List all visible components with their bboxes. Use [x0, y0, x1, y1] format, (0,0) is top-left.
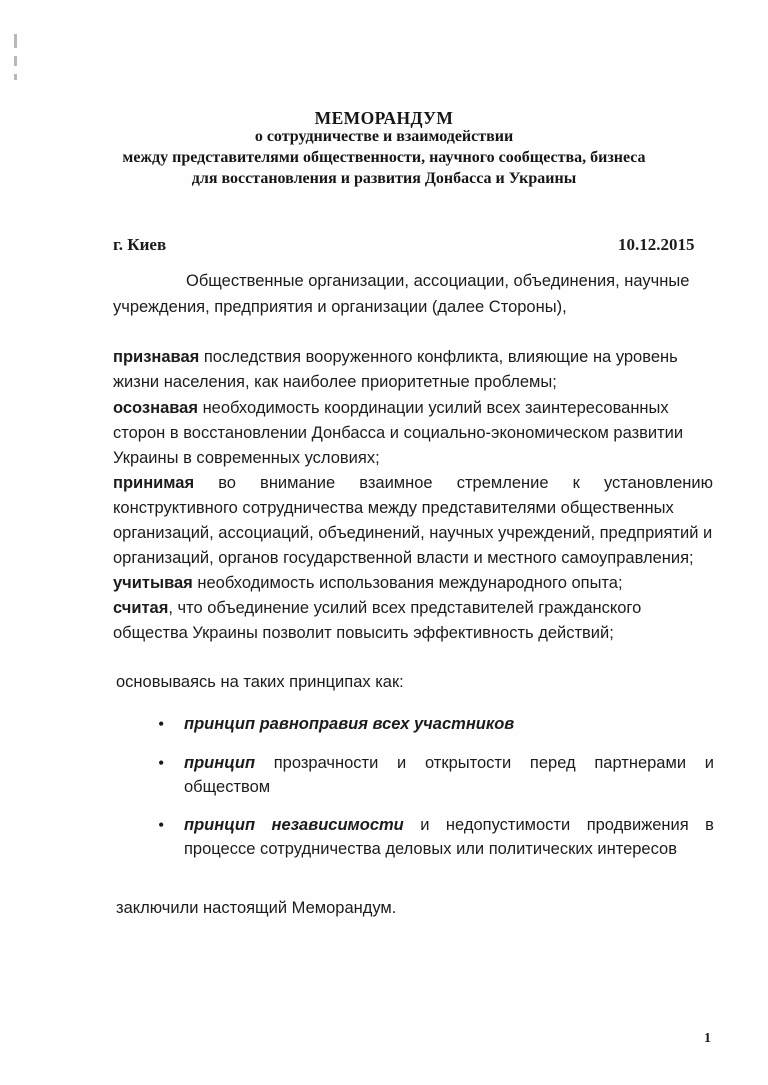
word: продвижения — [586, 816, 689, 834]
clause-text-line: организаций, органов государственной власти и местного самоуправления; — [113, 549, 694, 567]
conclusion: заключили настоящий Меморандум. — [116, 899, 397, 917]
clause-text-line: организаций, ассоциаций, объединений, научных учреждений, предприятий и — [113, 524, 713, 542]
bullet-icon: • — [158, 753, 165, 773]
word: недопустимости — [445, 816, 571, 834]
word: открытости — [424, 754, 512, 772]
clause-text: необходимость координации усилий всех заинтересованных — [197, 399, 669, 417]
word: партнерами — [594, 754, 687, 772]
word: и — [397, 754, 407, 772]
date-label: 10.12.2015 — [618, 235, 695, 254]
clause-text: , что объединение усилий всех представителей гражданского — [168, 599, 642, 617]
principle-item — [184, 813, 714, 861]
clause-text: последствия вооруженного конфликта, влияющие на уровень — [199, 348, 678, 366]
word: в — [705, 816, 714, 834]
clause-text-line: сторон в восстановлении Донбасса и социально-экономическом развитии — [113, 424, 684, 442]
clause-considering — [113, 571, 623, 595]
scan-artifact — [14, 56, 17, 66]
intro-line-2: учреждения, предприятия и организации (далее Стороны), — [113, 298, 567, 316]
principle-item — [184, 751, 714, 799]
clause-text: необходимость использования международного опыта; — [192, 574, 623, 592]
document-subtitle-line-2: между представителями общественности, научного сообщества, бизнеса — [122, 149, 646, 166]
bullet-icon: • — [158, 815, 165, 835]
clause-believing — [113, 596, 641, 620]
intro-text: Общественные организации, ассоциации, объединения, научные — [186, 272, 690, 290]
clause-text-line: общества Украины позволит повысить эффективность действий; — [113, 624, 614, 642]
clause-keyword: принимая — [113, 474, 195, 492]
clause-realizing — [113, 396, 669, 420]
clause-keyword: осознавая — [113, 399, 198, 417]
scan-artifact — [14, 34, 17, 48]
word: установлению — [603, 474, 713, 492]
word: и — [420, 816, 430, 834]
principles-intro: основываясь на таких принципах как: — [116, 673, 404, 691]
principle-item — [184, 712, 714, 736]
word: во — [218, 474, 236, 492]
word: и — [704, 754, 714, 772]
principle-text: принцип равноправия всех участников — [184, 715, 515, 733]
clause-recognizing — [113, 345, 678, 369]
clause-text-line: жизни населения, как наиболее приоритетные проблемы; — [113, 373, 557, 391]
document-subtitle-line-1: о сотрудничестве и взаимодействии — [254, 128, 514, 145]
principle-line-2: обществом — [184, 778, 271, 796]
word: взаимное — [359, 474, 433, 492]
scan-artifact — [14, 74, 17, 80]
place-label: г. Киев — [113, 235, 167, 254]
document-subtitle-line-3: для восстановления и развития Донбасса и Украины — [191, 170, 577, 187]
word: перед — [529, 754, 576, 772]
clause-text-line: конструктивного сотрудничества между представителями общественных — [113, 499, 674, 517]
clause-keyword: учитывая — [113, 574, 193, 592]
word: к — [572, 474, 580, 492]
principle-bold: независимости — [271, 816, 404, 834]
clause-accepting — [113, 471, 713, 495]
word: прозрачности — [273, 754, 379, 772]
principle-bold: принцип — [184, 816, 256, 834]
clause-text-line: Украины в современных условиях; — [113, 449, 380, 467]
word: внимание — [260, 474, 336, 492]
intro-line-1 — [186, 269, 713, 293]
word: стремление — [456, 474, 549, 492]
document-title: МЕМОРАНДУМ — [314, 108, 454, 128]
clause-keyword: признавая — [113, 348, 200, 366]
principle-line-2: процессе сотрудничества деловых или политических интересов — [184, 840, 677, 858]
page-number: 1 — [704, 1031, 711, 1046]
clause-keyword: считая — [113, 599, 169, 617]
principle-bold: принцип — [184, 754, 256, 772]
bullet-icon: • — [158, 714, 165, 734]
